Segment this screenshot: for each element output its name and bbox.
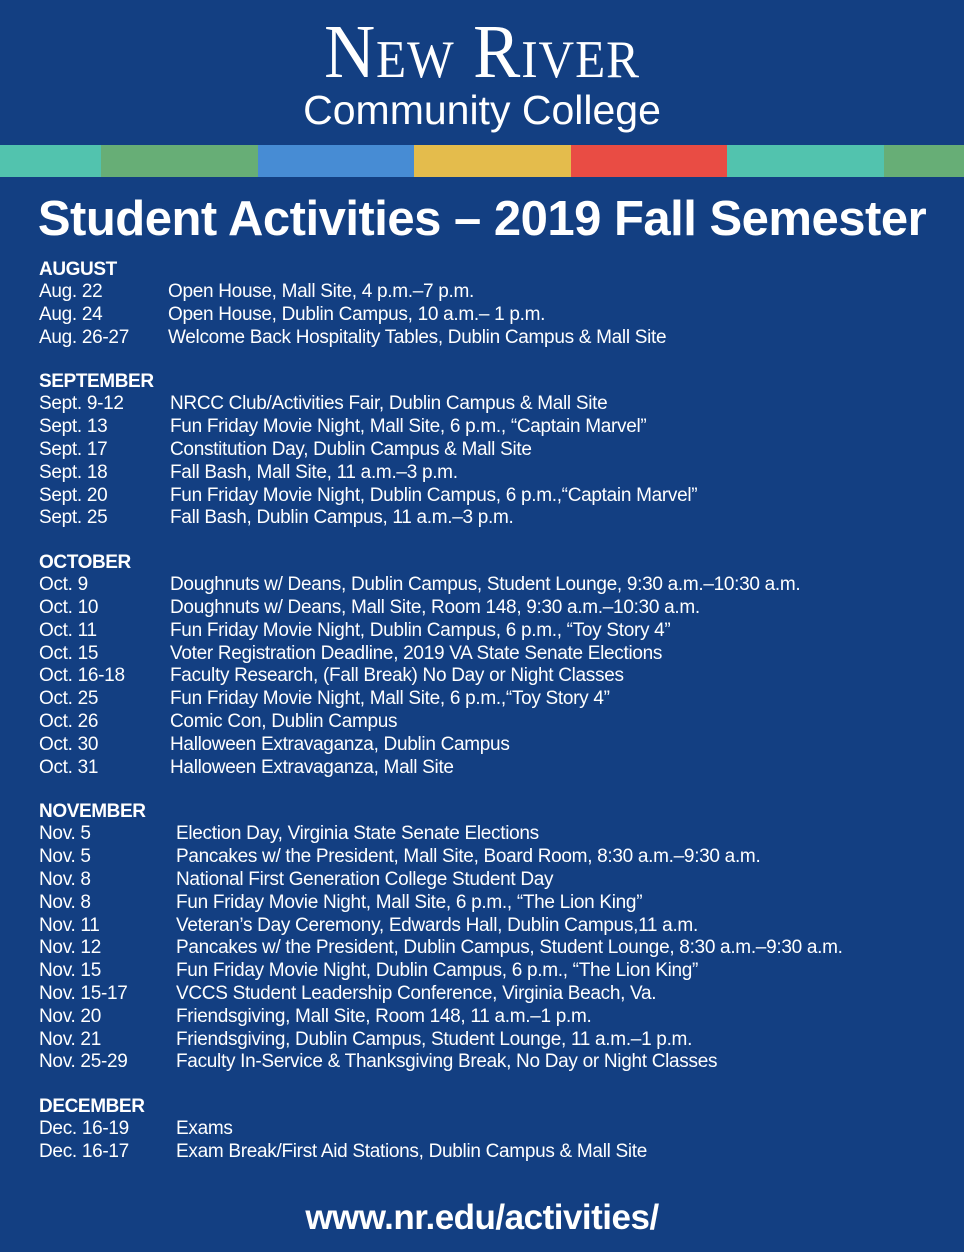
- event-description: Exams: [176, 1118, 233, 1140]
- event-description: Pancakes w/ the President, Dublin Campus, Student Lounge, 8:30 a.m.–9:30 a.m.: [176, 937, 843, 959]
- event-description: Friendsgiving, Dublin Campus, Student Lounge, 11 a.m.–1 p.m.: [176, 1028, 693, 1050]
- event-description: Veteran’s Day Ceremony, Edwards Hall, Dublin Campus,11 a.m.: [176, 914, 698, 936]
- event-description: Welcome Back Hospitality Tables, Dublin Campus & Mall Site: [168, 326, 667, 348]
- event-description: Comic Con, Dublin Campus: [170, 710, 398, 732]
- event-date: Sept. 25: [39, 507, 108, 529]
- event-description: Fall Bash, Mall Site, 11 a.m.–3 p.m.: [170, 461, 458, 483]
- month-heading: OCTOBER: [39, 552, 131, 574]
- event-date: Nov. 5: [39, 846, 91, 868]
- event-description: Friendsgiving, Mall Site, Room 148, 11 a.m.–1 p.m.: [176, 1005, 592, 1027]
- event-row: [39, 439, 939, 462]
- event-row: [39, 485, 939, 508]
- event-row: [39, 869, 939, 892]
- event-description: Voter Registration Deadline, 2019 VA State Senate Elections: [170, 642, 663, 664]
- event-description: Halloween Extravaganza, Mall Site: [170, 756, 454, 778]
- event-description: Doughnuts w/ Deans, Dublin Campus, Student Lounge, 9:30 a.m.–10:30 a.m.: [170, 574, 801, 596]
- event-date: Nov. 5: [39, 823, 91, 845]
- event-row: [39, 643, 939, 666]
- event-description: Open House, Dublin Campus, 10 a.m.– 1 p.m.: [168, 303, 546, 325]
- event-row: [39, 1118, 939, 1141]
- event-date: Nov. 20: [39, 1005, 101, 1027]
- event-date: Dec. 16-19: [39, 1118, 129, 1140]
- event-description: Fun Friday Movie Night, Mall Site, 6 p.m., “Captain Marvel”: [170, 416, 647, 438]
- event-row: [39, 597, 939, 620]
- event-row: [39, 688, 939, 711]
- stripe-segment: [884, 145, 964, 177]
- stripe-segment: [101, 145, 258, 177]
- college-logo-name: New River: [324, 10, 640, 94]
- event-row: [39, 892, 939, 915]
- event-date: Sept. 9-12: [39, 393, 124, 415]
- event-description: Constitution Day, Dublin Campus & Mall Site: [170, 438, 532, 460]
- event-date: Nov. 15: [39, 960, 101, 982]
- event-description: Fun Friday Movie Night, Mall Site, 6 p.m.,“Toy Story 4”: [170, 688, 610, 710]
- month-heading: DECEMBER: [39, 1096, 145, 1118]
- event-description: VCCS Student Leadership Conference, Virginia Beach, Va.: [176, 982, 657, 1004]
- event-date: Nov. 11: [39, 914, 100, 936]
- event-row: [39, 281, 939, 304]
- month-section-december: [39, 1096, 939, 1164]
- event-row: [39, 915, 939, 938]
- activity-schedule: [39, 259, 939, 1186]
- month-section-august: [39, 259, 939, 349]
- event-row: [39, 620, 939, 643]
- event-description: Fall Bash, Dublin Campus, 11 a.m.–3 p.m.: [170, 507, 514, 529]
- event-row: [39, 574, 939, 597]
- page-title: Student Activities – 2019 Fall Semester: [37, 192, 927, 246]
- event-row: [39, 711, 939, 734]
- event-row: [39, 1141, 939, 1164]
- event-description: NRCC Club/Activities Fair, Dublin Campus & Mall Site: [170, 393, 608, 415]
- event-row: [39, 416, 939, 439]
- stripe-segment: [0, 145, 101, 177]
- event-row: [39, 304, 939, 327]
- event-date: Sept. 18: [39, 461, 108, 483]
- event-date: Aug. 26-27: [39, 326, 129, 348]
- website-url[interactable]: www.nr.edu/activities/: [305, 1198, 659, 1237]
- event-date: Sept. 17: [39, 438, 108, 460]
- event-date: Nov. 21: [39, 1028, 101, 1050]
- stripe-segment: [571, 145, 727, 177]
- event-date: Nov. 12: [39, 937, 101, 959]
- event-row: [39, 734, 939, 757]
- event-description: Fun Friday Movie Night, Mall Site, 6 p.m., “The Lion King”: [176, 891, 643, 913]
- event-row: [39, 1051, 939, 1074]
- event-date: Oct. 25: [39, 688, 99, 710]
- event-date: Nov. 8: [39, 868, 91, 890]
- event-row: [39, 823, 939, 846]
- month-section-october: [39, 552, 939, 779]
- event-row: [39, 507, 939, 530]
- month-heading: NOVEMBER: [39, 801, 146, 823]
- month-section-september: [39, 371, 939, 530]
- event-row: [39, 937, 939, 960]
- month-section-november: [39, 801, 939, 1074]
- college-logo-subtitle: Community College: [303, 87, 661, 133]
- event-row: [39, 846, 939, 869]
- event-description: National First Generation College Student Day: [176, 868, 554, 890]
- event-row: [39, 1006, 939, 1029]
- event-description: Open House, Mall Site, 4 p.m.–7 p.m.: [168, 281, 475, 302]
- event-row: [39, 393, 939, 416]
- event-date: Oct. 9: [39, 574, 88, 596]
- event-date: Oct. 30: [39, 733, 99, 755]
- month-heading: SEPTEMBER: [39, 371, 154, 393]
- event-date: Oct. 10: [39, 596, 99, 618]
- event-date: Oct. 15: [39, 642, 99, 664]
- event-date: Oct. 11: [39, 619, 97, 641]
- event-date: Oct. 26: [39, 710, 99, 732]
- stripe-segment: [258, 145, 414, 177]
- event-row: [39, 665, 939, 688]
- event-date: Aug. 24: [39, 303, 103, 325]
- event-row: [39, 462, 939, 485]
- month-heading: AUGUST: [39, 259, 117, 280]
- event-row: [39, 757, 939, 780]
- event-date: Dec. 16-17: [39, 1140, 129, 1162]
- masthead: [0, 0, 964, 145]
- event-date: Nov. 25-29: [39, 1051, 128, 1073]
- stripe-segment: [414, 145, 571, 177]
- event-date: Oct. 31: [39, 756, 99, 778]
- color-stripe-divider: [0, 145, 964, 177]
- event-description: Faculty Research, (Fall Break) No Day or Night Classes: [170, 665, 624, 687]
- event-row: [39, 960, 939, 983]
- event-description: Election Day, Virginia State Senate Elections: [176, 823, 539, 845]
- event-description: Fun Friday Movie Night, Dublin Campus, 6 p.m., “The Lion King”: [176, 960, 699, 982]
- event-date: Sept. 13: [39, 416, 108, 438]
- event-date: Sept. 20: [39, 484, 108, 506]
- event-description: Exam Break/First Aid Stations, Dublin Campus & Mall Site: [176, 1140, 648, 1162]
- event-description: Faculty In-Service & Thanksgiving Break, No Day or Night Classes: [176, 1051, 718, 1073]
- event-description: Halloween Extravaganza, Dublin Campus: [170, 733, 510, 755]
- event-description: Fun Friday Movie Night, Dublin Campus, 6 p.m., “Toy Story 4”: [170, 619, 671, 641]
- event-date: Oct. 16-18: [39, 665, 125, 687]
- event-row: [39, 1029, 939, 1052]
- event-row: [39, 327, 939, 350]
- event-date: Nov. 15-17: [39, 982, 128, 1004]
- event-date: Nov. 8: [39, 891, 91, 913]
- event-description: Doughnuts w/ Deans, Mall Site, Room 148, 9:30 a.m.–10:30 a.m.: [170, 596, 700, 618]
- event-row: [39, 983, 939, 1006]
- event-description: Fun Friday Movie Night, Dublin Campus, 6 p.m.,“Captain Marvel”: [170, 484, 698, 506]
- stripe-segment: [727, 145, 884, 177]
- event-description: Pancakes w/ the President, Mall Site, Board Room, 8:30 a.m.–9:30 a.m.: [176, 846, 761, 868]
- event-date: Aug. 22: [39, 281, 103, 302]
